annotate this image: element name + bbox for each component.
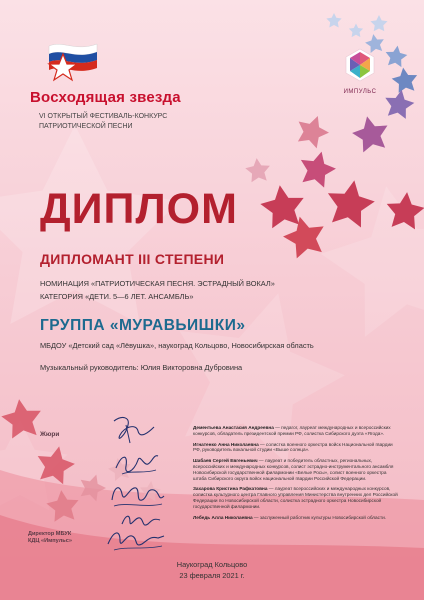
jury-member-desc: — солистка военного оркестра войск Национальной гвардии РФ, руководитель вокальной студии «Выше солнца». bbox=[193, 441, 393, 453]
jury-member-name: Захарова Кристина Рафкатовна bbox=[193, 486, 268, 492]
jury-member bbox=[193, 425, 398, 437]
director-label-line-1: Директор МБУК bbox=[28, 531, 72, 537]
jury-member bbox=[193, 515, 398, 521]
jury-label: Жюри bbox=[40, 431, 60, 438]
jury-member bbox=[193, 486, 398, 509]
jury-member-desc: — заслуженный работник культуры Новосибирской области. bbox=[252, 514, 387, 520]
footer-place: Наукоград Кольцово bbox=[176, 560, 248, 569]
jury-signature-2 bbox=[112, 448, 160, 480]
jury-member-name: Игнатенко Анна Николаевна bbox=[193, 441, 259, 447]
partner-logo-label: ИМПУЛЬС bbox=[343, 89, 377, 95]
festival-subtitle-line-1: VI ОТКРЫТЫЙ ФЕСТИВАЛЬ-КОНКУРС bbox=[39, 113, 168, 120]
music-director-text: Музыкальный руководитель: Юлия Викторовна Дубровина bbox=[40, 363, 243, 372]
director-signature bbox=[104, 526, 166, 554]
jury-member-name: Дементьева Анастасия Андреевна bbox=[193, 425, 274, 430]
jury-member-name: Шабаев Сергей Евгеньевич bbox=[193, 458, 258, 464]
organization-text: МБДОУ «Детский сад «Лёвушка», наукоград Кольцово, Новосибирская область bbox=[40, 341, 314, 350]
impuls-hexagon-icon bbox=[343, 48, 377, 82]
winner-group-name: ГРУППА «МУРАВЬИШКИ» bbox=[40, 317, 246, 334]
director-label bbox=[28, 531, 98, 545]
jury-member bbox=[193, 458, 398, 481]
footer-date: 23 февраля 2021 г. bbox=[179, 571, 245, 580]
festival-flag-star-icon bbox=[45, 40, 101, 84]
director-label-line-2: КДЦ «Импульс» bbox=[28, 538, 72, 544]
jury-member-name: Лебедь Алла Николаевна bbox=[193, 514, 253, 520]
jury-signature-1 bbox=[108, 413, 158, 447]
jury-member-desc: — педагог, лауреат международных и всероссийских конкурсов, обладатель президентской премии РФ, солистка Сибирского дуэта «Ягода». bbox=[193, 425, 391, 436]
diploma-degree: ДИПЛОМАНТ III СТЕПЕНИ bbox=[40, 251, 225, 267]
festival-subtitle-line-2: ПАТРИОТИЧЕСКОЙ ПЕСНИ bbox=[39, 122, 133, 130]
jury-list bbox=[193, 425, 398, 525]
jury-member-desc: — лауреат всероссийских и международных конкурсов, солистка культурного центра Главного управления Министерства внутренних дел Российской Федерации по Новосибирской области, солистка эстрадного оркестра Новосибирской государственной филармонии. bbox=[193, 486, 398, 509]
jury-signature-3 bbox=[106, 478, 166, 512]
jury-member bbox=[193, 442, 398, 454]
category-text: КАТЕГОРИЯ «ДЕТИ. 5—6 ЛЕТ. АНСАМБЛЬ» bbox=[40, 292, 194, 301]
festival-brand-name: Восходящая звезда bbox=[30, 89, 181, 106]
nomination-text: НОМИНАЦИЯ «ПАТРИОТИЧЕСКАЯ ПЕСНЯ. ЭСТРАДНЫЙ ВОКАЛ» bbox=[40, 279, 275, 288]
festival-subtitle bbox=[39, 112, 259, 131]
partner-logo bbox=[340, 48, 380, 95]
jury-member-desc: — лауреат и победитель областных, региональных, всероссийских и международных конкурсов, солист эстрадно-инструментального ансамбля Новосибирской государственной филармонии «Белые Росы», солист военного оркестра штаба Сибирского округа войск национальной гвардии Российской Федерации. bbox=[193, 458, 394, 481]
diploma-title: ДИПЛОМ bbox=[40, 185, 238, 233]
